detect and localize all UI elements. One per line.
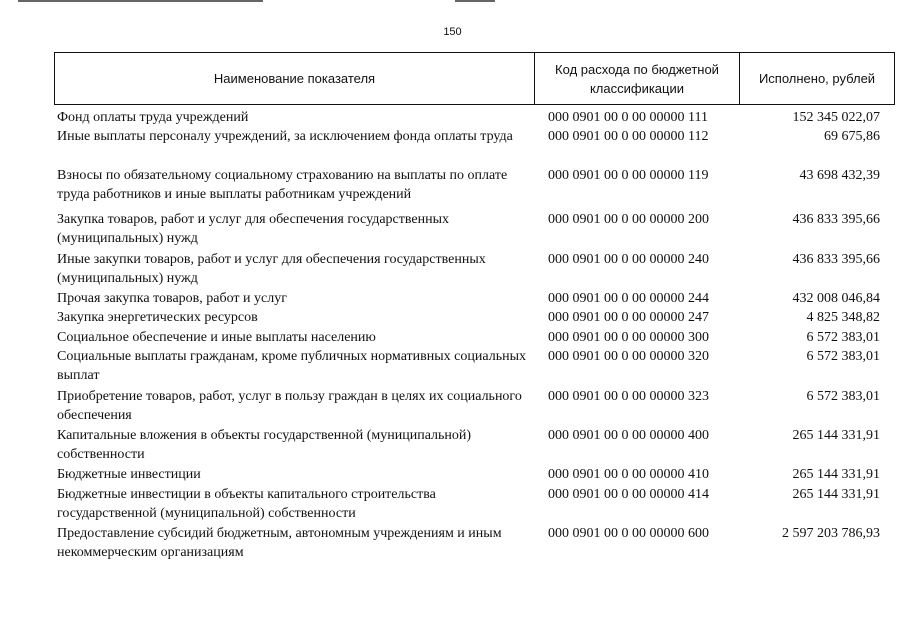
row-value: 6 572 383,01 [806, 349, 880, 364]
row-name: Приобретение товаров, работ, услуг в пользу граждан в целях их социального обеспечения [57, 389, 522, 423]
row-value: 4 825 348,82 [806, 310, 880, 325]
row-value: 43 698 432,39 [799, 168, 880, 183]
row-name: Закупка энергетических ресурсов [57, 310, 258, 325]
row-code: 000 0901 00 0 00 00000 119 [548, 168, 709, 183]
row-value: 6 572 383,01 [806, 389, 880, 404]
row-code: 000 0901 00 0 00 00000 323 [548, 389, 709, 404]
row-name: Закупка товаров, работ и услуг для обеспечения государственных (муниципальных) нужд [57, 212, 450, 246]
row-name: Бюджетные инвестиции в объекты капитального строительства государственной (муниципальной) собственности [57, 487, 436, 521]
row-code: 000 0901 00 0 00 00000 300 [548, 330, 709, 345]
row-name: Прочая закупка товаров, работ и услуг [57, 291, 287, 306]
row-code: 000 0901 00 0 00 00000 320 [548, 349, 709, 364]
page-number: 150 [443, 26, 462, 38]
row-name: Иные выплаты персоналу учреждений, за исключением фонда оплаты труда [57, 129, 513, 144]
row-name: Фонд оплаты труда учреждений [57, 110, 249, 125]
row-name: Предоставление субсидий бюджетным, автономным учреждениям и иным некоммерческим организациям [57, 526, 502, 560]
row-value: 436 833 395,66 [792, 252, 880, 267]
row-code: 000 0901 00 0 00 00000 111 [548, 110, 708, 125]
row-value: 2 597 203 786,93 [782, 526, 880, 541]
header-name: Наименование показателя [213, 71, 376, 86]
row-code: 000 0901 00 0 00 00000 244 [548, 291, 709, 306]
row-code: 000 0901 00 0 00 00000 400 [548, 428, 709, 443]
table-header [54, 52, 895, 105]
row-value: 265 144 331,91 [792, 467, 880, 482]
row-name: Социальное обеспечение и иные выплаты населению [57, 330, 376, 345]
row-value: 432 008 046,84 [792, 291, 880, 306]
row-code: 000 0901 00 0 00 00000 240 [548, 252, 709, 267]
scan-edge-line [18, 0, 263, 2]
row-code: 000 0901 00 0 00 00000 112 [548, 129, 709, 144]
row-name: Взносы по обязательному социальному страхованию на выплаты по оплате труда работников и иные выплаты работникам учреждений [57, 168, 508, 202]
header-code: Код расхода по бюджетной классификации [534, 53, 739, 104]
row-value: 152 345 022,07 [792, 110, 880, 125]
row-code: 000 0901 00 0 00 00000 414 [548, 487, 709, 502]
row-name: Иные закупки товаров, работ и услуг для обеспечения государственных (муниципальных) нужд [57, 252, 486, 286]
row-value: 265 144 331,91 [792, 487, 880, 502]
row-value: 6 572 383,01 [806, 330, 880, 345]
header-executed: Исполнено, рублей [739, 53, 894, 104]
row-name: Капитальные вложения в объекты государственной (муниципальной) собственности [57, 428, 472, 462]
row-code: 000 0901 00 0 00 00000 200 [548, 212, 709, 227]
row-name: Бюджетные инвестиции [57, 467, 201, 482]
row-name: Социальные выплаты гражданам, кроме публичных нормативных социальных выплат [57, 349, 526, 383]
row-value: 265 144 331,91 [792, 428, 880, 443]
row-value: 436 833 395,66 [792, 212, 880, 227]
row-code: 000 0901 00 0 00 00000 410 [548, 467, 709, 482]
row-code: 000 0901 00 0 00 00000 600 [548, 526, 709, 541]
scan-edge-line [455, 0, 495, 2]
row-value: 69 675,86 [824, 129, 880, 144]
row-code: 000 0901 00 0 00 00000 247 [548, 310, 709, 325]
